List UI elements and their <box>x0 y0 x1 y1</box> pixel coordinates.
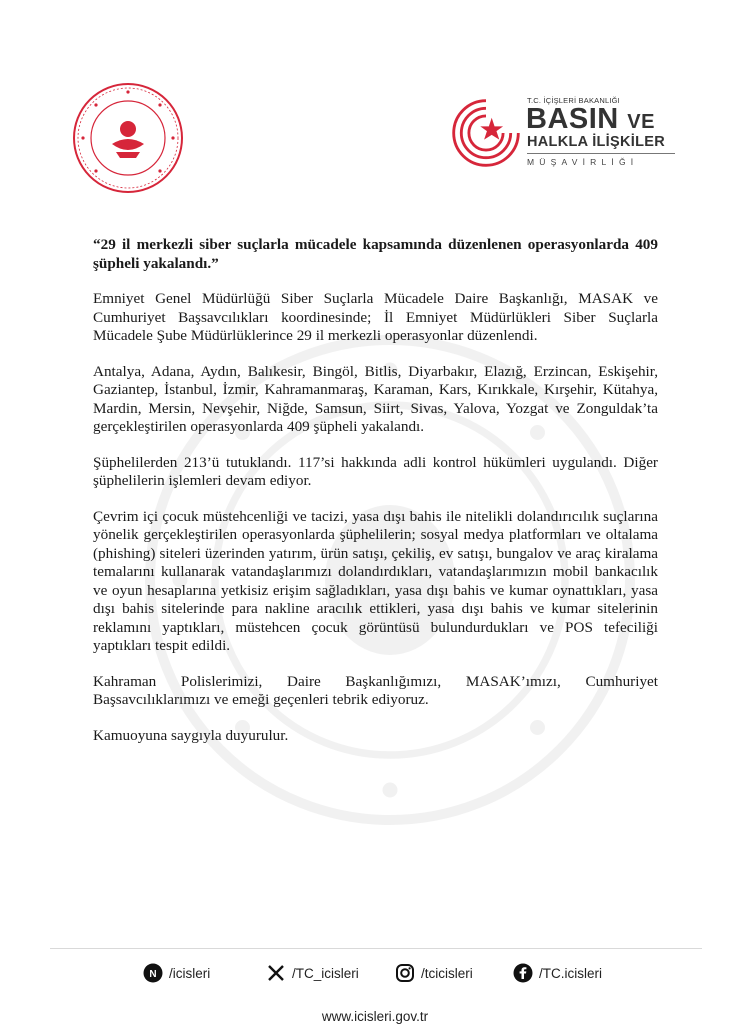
brand-basin-text: BASIN <box>526 103 619 135</box>
paragraph-1: Emniyet Genel Müdürlüğü Siber Suçlarla Mücadele Daire Başkanlığı, MASAK ve Cumhuriyet Başsavcılıkları koordinesinde; İl Emniyet Müdürlükleri Siber Suçlarla Mücadele Şube Müdürlüklerince 29 il merkezli operasyonlar düzenlendi. <box>93 290 658 344</box>
social-link-instagram[interactable] <box>395 963 473 983</box>
paragraph-6: Kamuoyuna saygıyla duyurulur. <box>93 726 289 744</box>
brand-musavirligi-text: MÜŞAVİRLİĞİ <box>527 153 675 167</box>
paragraph-4: Çevrim içi çocuk müstehcenliği ve tacizi, yasa dışı bahis ile nitelikli dolandırıcılık suçlarına yönelik gerçekleştirilen operasyonlarda şüphelilerin; sosyal medya platformları ve oltalama (phishing) siteleri üzerinden yatırım, ürün satışı, çekiliş, ev satışı, bungalov ve araç kiralama temalarını kullanarak vatandaşlarımızı dolandırdıkları, vatandaşlarımızın mobil bankacılık ve oyun hesaplarına yetkisiz erişim sağladıkları, yasa dışı bahis ve kumar oynattıkları, yasa dışı bahis sitelerinde para nakline aracılık ettikleri, yasa dışı bahis ve kumar sitelerinin reklamını yaptıkları, müstehcen çocuk görüntüsü bulundurdukları ve POS tefeciliği yaptıkları tespit edildi. <box>93 507 658 654</box>
nsosyal-icon <box>143 963 163 983</box>
paragraph-5: Kahraman Polislerimizi, Daire Başkanlığımızı, MASAK’ımızı, Cumhuriyet Başsavcılıklarımızı ve emeği geçenleri tebrik ediyoruz. <box>93 672 658 708</box>
svg-text:N: N <box>149 969 157 980</box>
paragraph-3: Şüphelilerden 213’ü tutuklandı. 117’si hakkında adli kontrol hükümleri uygulandı. Diğer şüphelilerin işlemleri devam ediyor. <box>93 453 658 489</box>
social-handle: /tcicisleri <box>421 965 473 981</box>
brand-ve-text: VE <box>627 111 655 133</box>
brand-halkla-text: HALKLA İLİŞKİLER <box>527 134 665 150</box>
crescent-star-logo <box>448 95 524 171</box>
social-link-nsosyal[interactable] <box>143 963 210 983</box>
ministry-seal-logo <box>72 82 184 194</box>
facebook-icon <box>513 963 533 983</box>
social-link-x[interactable] <box>266 963 359 983</box>
footer-divider <box>50 948 702 949</box>
brand-subtitle: T.C. İÇİŞLERİ BAKANLIĞI <box>527 96 620 105</box>
x-icon <box>266 963 286 983</box>
brand-title <box>526 104 655 137</box>
press-release-title: “29 il merkezli siber suçlarla mücadele kapsamında düzenlenen operasyonlarda 409 şüpheli yakalandı.” <box>93 236 658 272</box>
instagram-icon <box>395 963 415 983</box>
paragraph-2: Antalya, Adana, Aydın, Balıkesir, Bingöl, Bitlis, Diyarbakır, Elazığ, Erzincan, Eskişehir, Gaziantep, İstanbul, İzmir, Kahramanmaraş, Karaman, Kars, Kırıkkale, Kırşehir, Kütahya, Mardin, Mersin, Nevşehir, Niğde, Samsun, Siirt, Sivas, Yalova, Yozgat ve Zonguldak’ta gerçekleştirilen operasyonlarda 409 şüpheli yakalandı. <box>93 362 658 435</box>
press-release-body <box>93 236 658 762</box>
social-handle: /TC_icisleri <box>292 965 359 981</box>
website-link[interactable]: www.icisleri.gov.tr <box>321 1009 429 1024</box>
social-handle: /TC.icisleri <box>539 965 602 981</box>
social-link-facebook[interactable] <box>513 963 602 983</box>
social-handle: /icisleri <box>169 965 211 981</box>
